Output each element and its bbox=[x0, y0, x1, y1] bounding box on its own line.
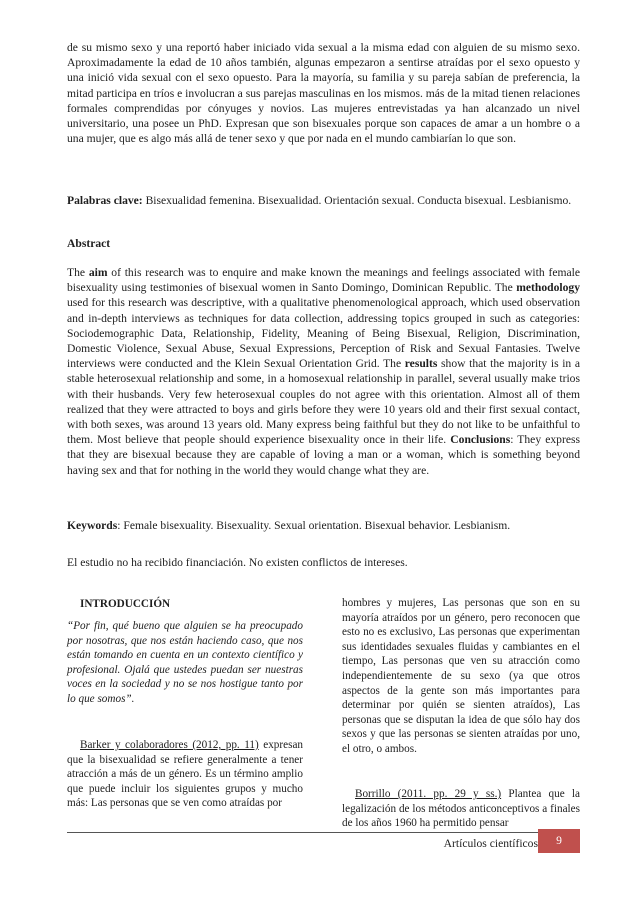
section-heading: INTRODUCCIÓN bbox=[80, 598, 171, 610]
right-paragraph-text: Plantea que la legalización de los métodos anticonceptivos a finales de los años 1960 ha permitido pensar bbox=[342, 788, 581, 830]
right-paragraph-2 bbox=[342, 787, 580, 831]
keywords-text: : Female bisexuality. Bisexuality. Sexual orientation. Bisexual behavior. Lesbianism. bbox=[117, 519, 511, 532]
abstract-body bbox=[67, 265, 580, 478]
page-number: 9 bbox=[538, 829, 580, 853]
palabras-clave bbox=[67, 193, 580, 208]
keywords-label: Keywords bbox=[67, 519, 118, 532]
abstract-results: results bbox=[404, 357, 438, 371]
left-paragraph bbox=[67, 738, 303, 811]
left-paragraph-text: expresan que la bisexualidad se refiere generalmente a tener atracción a más de un género. Es un término amplio que puede incluir los siguientes grupos y mucho más: Las personas que se ven como atraídas por bbox=[67, 739, 304, 810]
abstract-text: The bbox=[67, 266, 89, 279]
abstract-aim: aim bbox=[88, 266, 108, 279]
abstract-heading: Abstract bbox=[67, 237, 111, 250]
palabras-clave-label: Palabras clave: bbox=[67, 194, 143, 207]
abstract-methodology: methodology bbox=[516, 281, 580, 295]
citation-borrillo[interactable]: Borrillo (2011. pp. 29 y ss.) bbox=[355, 788, 502, 800]
abstract-conclusions: Conclusions bbox=[450, 433, 511, 447]
intro-quote: “Por fin, qué bueno que alguien se ha preocupado por nosotras, que nos están haciendo caso, que nos están tomando en cuenta en un contexto científico y profesional. Ojalá que ustedes puedan ser nuestras voces en la sociedad y no se nos hostigue tanto por lo que somos”. bbox=[67, 620, 303, 705]
abstract-text: : They express that they are bisexual because they are capable of loving a man or a woman, which is something beyond having sex and that for nothing in the world they would change what they are. bbox=[67, 433, 580, 477]
footer-divider bbox=[67, 832, 580, 833]
abstract-text: show that the majority is in a stable heterosexual relationship and some, in a homosexual relationship in parallel, several usually make trios with their husbands. Very few heterosexual couples do not agree with this orientation. Almost all of them realized that they were attracted to boys and girls before they were 10 years old and their first sexual contact, with both sexes, was around 13 years old. Many express being faithful but they do not like to be unfaithful to them. Most believe that people should experience bisexuality once in their life. bbox=[67, 357, 581, 447]
keywords bbox=[67, 518, 580, 533]
right-paragraph: hombres y mujeres, Las personas que son en su mayoría atraídos por un género, pero reconocen que esto no es exclusivo, Las personas que experimentan sus identidades sexuales fluidas y cambiantes en el tiempo, Las personas que ven su atracción como independientemente de su sexo (ya que otros aspectos de la gente son más importantes para determinar por quién se sienten atraídos), Las personas que se disputan la idea de que sólo hay dos sexos y que las personas se sienten atraídas por uno, el otro, o ambos. bbox=[342, 597, 580, 755]
citation-barker[interactable]: Barker y colaboradores (2012, pp. 11) bbox=[80, 739, 259, 751]
spanish-abstract-end: de su mismo sexo y una reportó haber iniciado vida sexual a la misma edad con alguien de su mismo sexo. Aproximadamente la edad de 10 años también, algunas empezaron a sentirse atraídas por el sexo opuesto y una inició vida sexual con el sexo opuesto. Para la mayoría, su familia y su pareja sabían de preferencia, la mitad participa en tríos e involucran a sus parejas masculinas en los mismos. más de la mitad tienen relaciones formales comprendidas por cónyuges y novios. Las mujeres entrevistadas ya han alcanzado un nivel universitario, una posee un PhD. Expresan que son bisexuales porque son capaces de amar a un hombre o a una mujer, que es algo más allá de tener sexo y que por nada en el mundo cambiarían lo que son. bbox=[67, 41, 580, 146]
abstract-text: used for this research was descriptive, with a qualitative phenomenological approach, which used observation and in-depth interviews as techniques for data collection, addressing topics grouped in such as categories: Sociodemographic Data, Relationship, Fidelity, Meaning of Being Bisexual, Religion, Discrimination, Domestic Violence, Sexual Abuse, Sexual Expressions, Perception of Risk and Sexual Fantasies. Twelve interviews were conducted and the Klein Sexual Orientation Grid. The bbox=[67, 296, 580, 371]
abstract-text: of this research was to enquire and make known the meanings and feelings associated with female bisexuality using testimonies of bisexual women in Santo Domingo, Dominican Republic. The bbox=[67, 266, 580, 295]
funding-statement: El estudio no ha recibido financiación. No existen conflictos de intereses. bbox=[67, 556, 408, 569]
footer-section-label: Artículos científicos bbox=[443, 837, 538, 850]
palabras-clave-text: Bisexualidad femenina. Bisexualidad. Orientación sexual. Conducta bisexual. Lesbianismo. bbox=[142, 194, 572, 207]
